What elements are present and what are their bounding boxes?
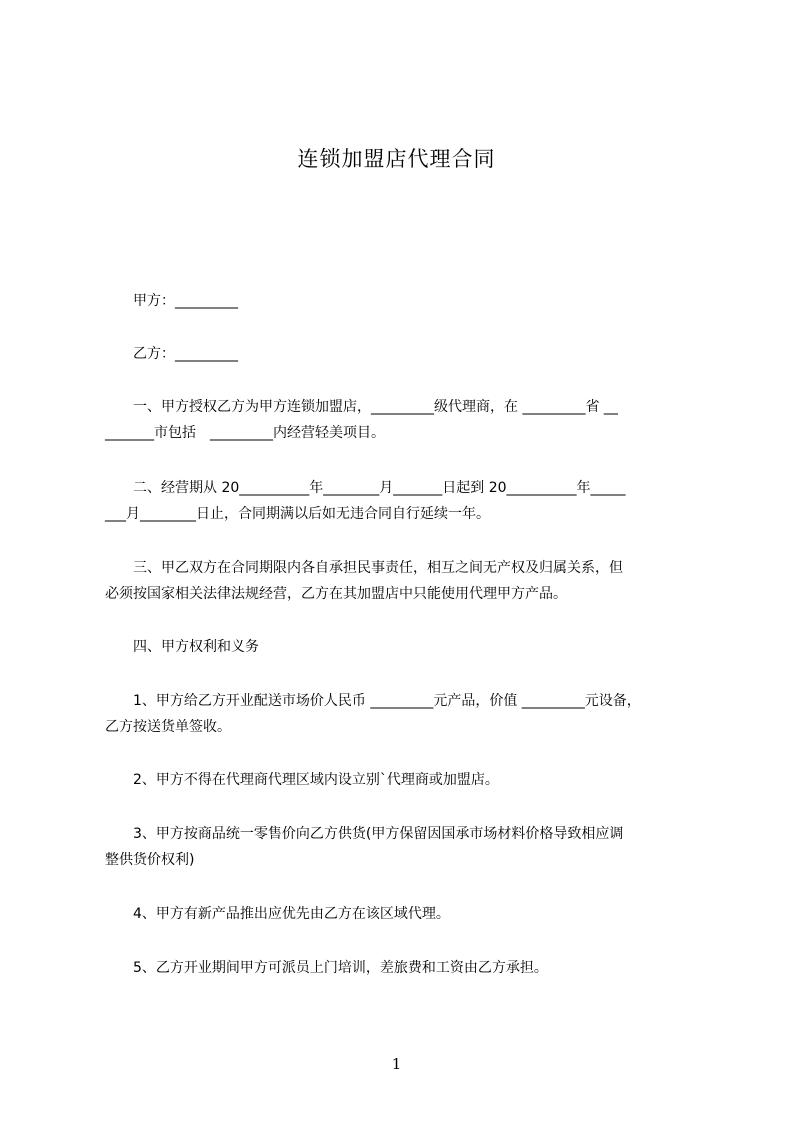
paragraph-line: 4、甲方有新产品推出应优先由乙方在该区域代理。 <box>105 906 450 922</box>
paragraph-line: 甲方：_________ <box>105 293 238 309</box>
paragraph-line: 二、经营期从 20__________年________月_______日起到 20__________年_____ <box>105 480 626 496</box>
paragraph-line: ___月________日止，合同期满以后如无违合同自行延续一年。 <box>105 506 490 522</box>
clause-4-item-5 <box>105 955 705 981</box>
party-a-line <box>105 288 705 314</box>
paragraph-line: 2、甲方不得在代理商代理区域内设立别`代理商或加盟店。 <box>105 772 499 788</box>
paragraph-line: 整供货价权利) <box>105 852 195 868</box>
clause-4-item-1 <box>105 688 705 740</box>
clause-4-item-3 <box>105 821 705 873</box>
paragraph-line: 乙方按送货单签收。 <box>105 719 231 735</box>
paragraph-line: 三、甲乙双方在合同期限内各自承担民事责任，相互之间无产权及归属关系，但 <box>105 560 623 576</box>
clause-4-item-2 <box>105 767 705 793</box>
paragraph-line: 3、甲方按商品统一零售价向乙方供货(甲方保留因国承市场材料价格导致相应调 <box>105 826 624 842</box>
clause-1 <box>105 394 705 446</box>
clause-4-item-4 <box>105 901 705 927</box>
paragraph-line: 乙方：_________ <box>105 346 238 362</box>
clause-3 <box>105 555 705 607</box>
clause-4-heading <box>105 634 705 660</box>
paragraph-line: _______市包括 _________内经营轻美项目。 <box>105 425 385 441</box>
document-title: 连锁加盟店代理合同 <box>297 147 496 171</box>
paragraph-line: 必须按国家相关法律法规经营，乙方在其加盟店中只能使用代理甲方产品。 <box>105 586 567 602</box>
paragraph-line: 1、甲方给乙方开业配送市场价人民币 _________元产品，价值 _________元设备， <box>105 693 641 709</box>
clause-2 <box>105 475 705 527</box>
paragraph-line: 四、甲方权利和义务 <box>105 639 259 655</box>
paragraph-line: 5、乙方开业期间甲方可派员上门培训，差旅费和工资由乙方承担。 <box>105 960 548 976</box>
paragraph-line: 一、甲方授权乙方为甲方连锁加盟店，_________级代理商，在 _________省 __ <box>105 399 618 415</box>
party-b-line <box>105 341 705 367</box>
page-number: 1 <box>391 1055 402 1073</box>
